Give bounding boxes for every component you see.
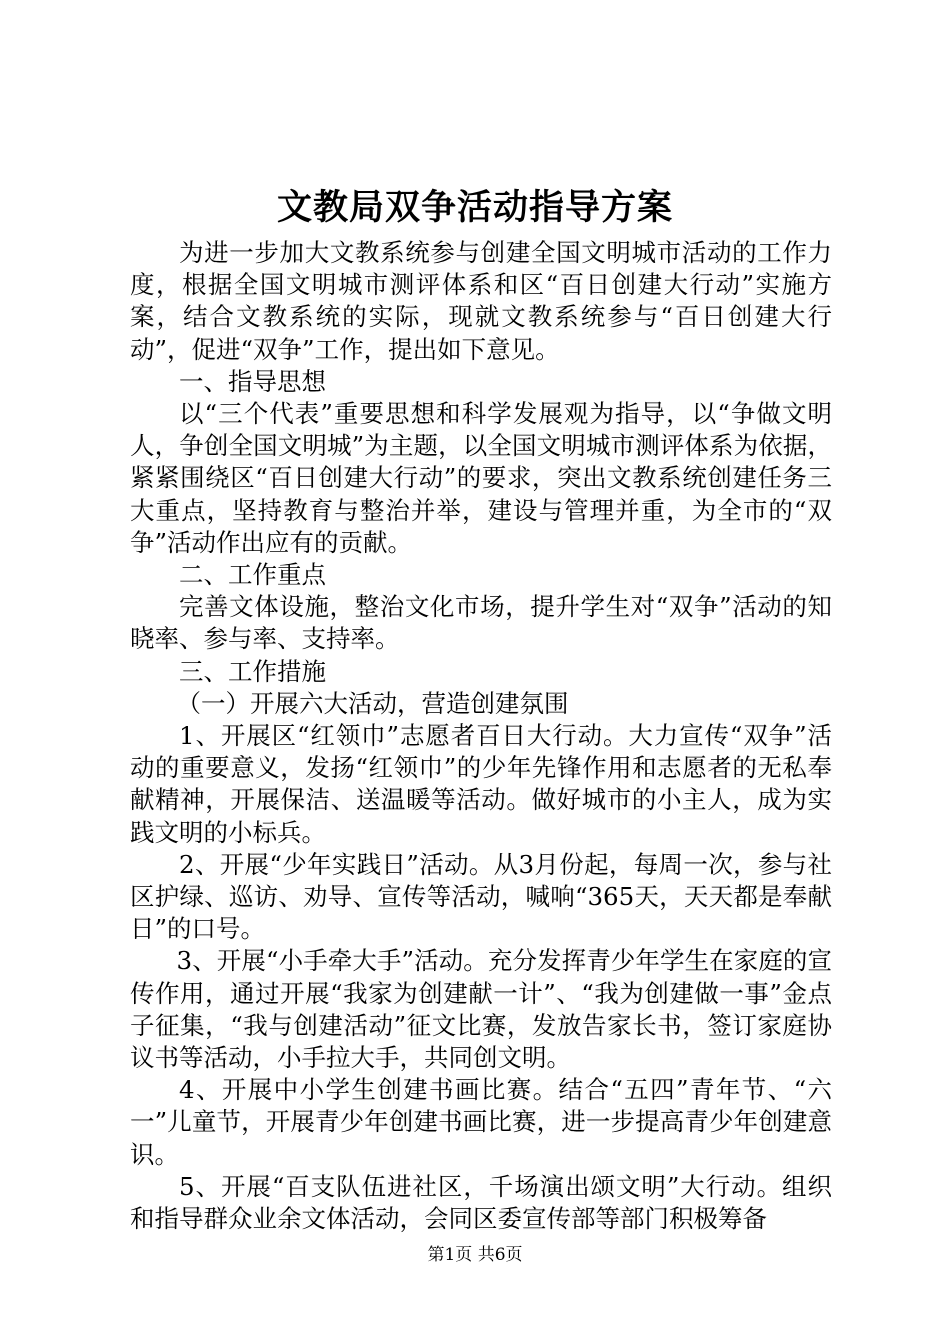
activity-item-4: 4、开展中小学生创建书画比赛。结合“五四”青年节、“六一”儿童节，开展青少年创建书画比赛，进一步提高青少年创建意识。 [130, 1075, 832, 1169]
section-heading-guiding-ideology: 一、指导思想 [179, 366, 326, 396]
subsection-heading-six-activities: （一）开展六大活动，营造创建氛围 [176, 688, 569, 718]
document-title: 文教局双争活动指导方案 [276, 187, 673, 228]
work-focus-paragraph: 完善文体设施，整治文化市场，提升学生对“双争”活动的知晓率、参与率、支持率。 [130, 592, 832, 654]
intro-paragraph: 为进一步加大文教系统参与创建全国文明城市活动的工作力度，根据全国文明城市测评体系和区“百日创建大行动”实施方案，结合文教系统的实际，现就文教系统参与“百日创建大行动”，促进“双争”工作，提出如下意见。 [130, 238, 832, 364]
section-heading-work-focus: 二、工作重点 [179, 560, 326, 590]
activity-item-2: 2、开展“少年实践日”活动。从3月份起，每周一次，参与社区护绿、巡访、劝导、宣传等活动，喊响“365天，天天都是奉献日”的口号。 [130, 849, 832, 944]
activity-item-3: 3、开展“小手牵大手”活动。充分发挥青少年学生在家庭的宣传作用，通过开展“我家为创建献一计”、“我为创建做一事”金点子征集，“我与创建活动”征文比赛，发放告家长书，签订家庭协议书等活动，小手拉大手，共同创文明。 [130, 946, 832, 1073]
page-number-footer: 第1页 共6页 [427, 1245, 523, 1265]
document-body [130, 237, 832, 1235]
activity-item-5: 5、开展“百支队伍进社区，千场演出颂文明”大行动。组织和指导群众业余文体活动，会同区委宣传部等部门积极筹备 [130, 1171, 832, 1234]
section-heading-work-measures: 三、工作措施 [179, 656, 326, 686]
activity-item-1: 1、开展区“红领巾”志愿者百日大行动。大力宣传“双争”活动的重要意义，发扬“红领巾”的少年先锋作用和志愿者的无私奉献精神，开展保洁、送温暖等活动。做好城市的小主人，成为实践文明的小标兵。 [130, 721, 832, 847]
guiding-ideology-paragraph: 以“三个代表”重要思想和科学发展观为指导，以“争做文明人，争创全国文明城”为主题，以全国文明城市测评体系为依据，紧紧围绕区“百日创建大行动”的要求，突出文教系统创建任务三大重点，坚持教育与整治并举，建设与管理并重，为全市的“双争”活动作出应有的贡献。 [130, 399, 832, 557]
